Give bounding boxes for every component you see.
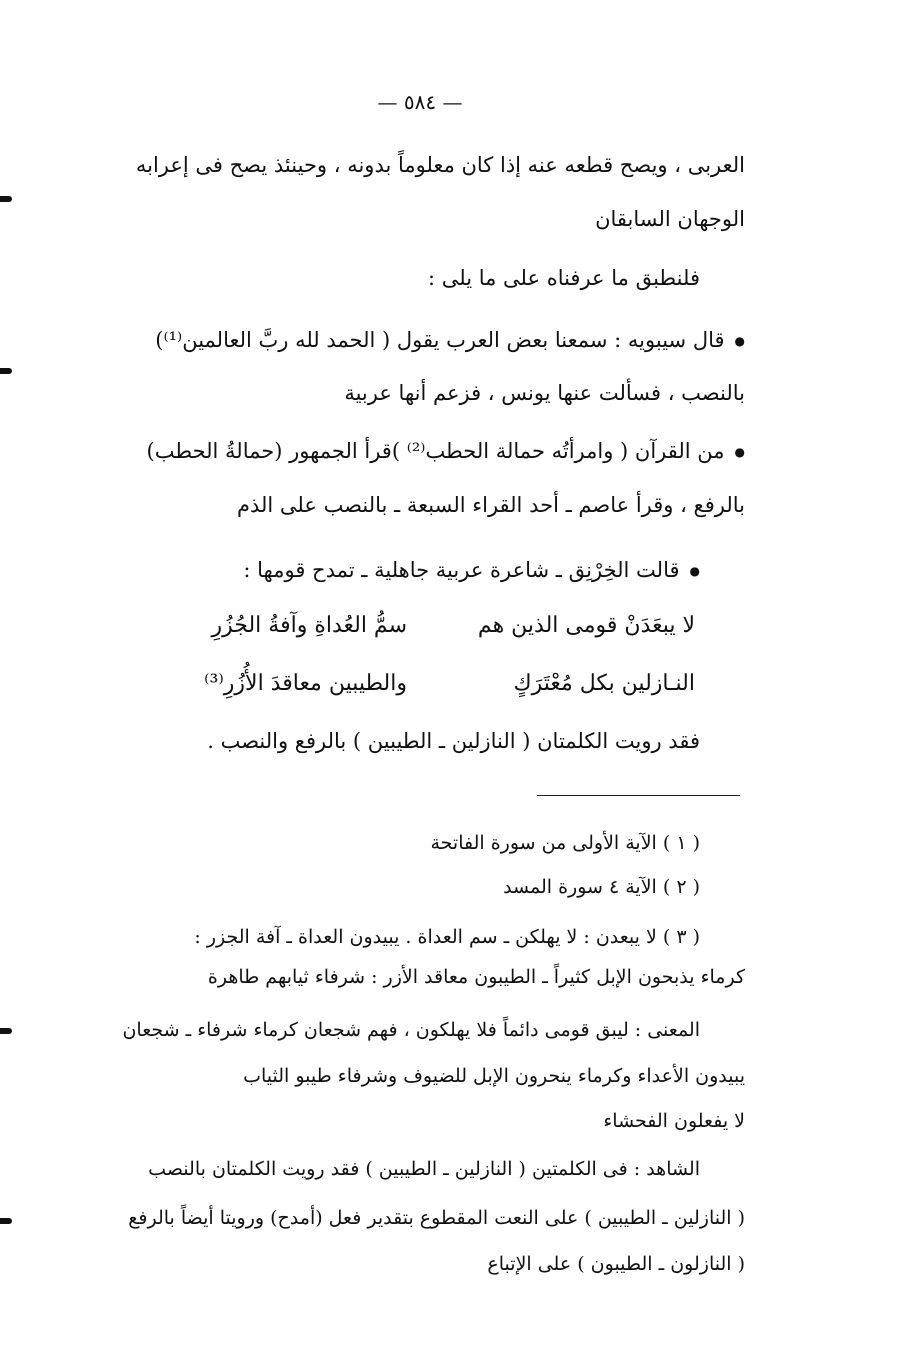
body-line: بالنصب ، فسألت عنها يونس ، فزعم أنها عربية [344,381,745,405]
margin-mark [0,1218,12,1224]
footnote: ( ٢ ) الآية ٤ سورة المسد [503,876,700,898]
body-line: فقد رويت الكلمتان ( النازلين ـ الطيبين ) بالرفع والنصب . [207,729,700,753]
verse-second-hemistich: سمُّ العُداةِ وآفةُ الجُزُرِ [211,613,407,638]
bullet-line: ● قالت الخِرْنِق ـ شاعرة عربية جاهلية ـ تمدح قومها : [243,555,700,588]
footnote-witness: الشاهد : فى الكلمتين ( النازلين ـ الطيبين ) فقد رويت الكلمتان بالنصب [148,1158,700,1180]
margin-mark [0,1028,12,1034]
margin-mark [0,368,12,374]
verse-first-hemistich: لا يبعَدَنْ قومى الذين هم [477,613,695,638]
body-line: العربى ، ويصح قطعه عنه إذا كان معلوماً بدونه ، وحينئذ يصح فى إعرابه [135,153,745,177]
page-number: — ٥٨٤ — [377,90,463,114]
body-line: بالرفع ، وقرأ عاصم ـ أحد القراء السبعة ـ بالنصب على الذم [236,493,745,517]
footnote-separator [537,795,740,796]
verse-first-hemistich: النـازلين بكل مُعْتَرَكٍ [513,671,695,696]
margin-mark [0,196,12,202]
bullet-line: ● قال سيبويه : سمعنا بعض العرب يقول ( الحمد لله ربَّ العالمين⁽¹⁾) [155,325,745,358]
footnote-meaning: لا يفعلون الفحشاء [603,1110,745,1132]
footnote-meaning: يبيدون الأعداء وكرماء ينحرون الإبل للضيوف وشرفاء طيبو الثياب [243,1065,745,1087]
footnote: ( ٣ ) لا يبعدن : لا يهلكن ـ سم العداة . يبيدون العداة ـ آفة الجزر : [194,926,700,948]
body-line: فلنطبق ما عرفناه على ما يلى : [427,266,700,290]
footnote-witness: ( النازلون ـ الطيبون ) على الإتباع [487,1253,745,1275]
footnote-meaning: المعنى : ليبق قومى دائماً فلا يهلكون ، فهم شجعان كرماء شرفاء ـ شجعان [122,1019,700,1041]
footnote: ( ١ ) الآية الأولى من سورة الفاتحة [430,832,700,854]
footnote-witness: ( النازلين ـ الطيبين ) على النعت المقطوع بتقدير فعل (أمدح) ورويتا أيضاً بالرفع [128,1207,745,1229]
bullet-line: ● من القرآن ( وامرأتُه حمالة الحطب⁽²⁾ )قرأ الجمهور (حمالةُ الحطب) [147,436,745,469]
verse-second-hemistich: والطيبين معاقدَ الأُزُرِ⁽³⁾ [204,671,407,696]
body-line: الوجهان السابقان [595,207,745,231]
footnote: كرماء يذبحون الإبل كثيراً ـ الطيبون معاقد الأزر : شرفاء ثيابهم طاهرة [207,966,745,988]
